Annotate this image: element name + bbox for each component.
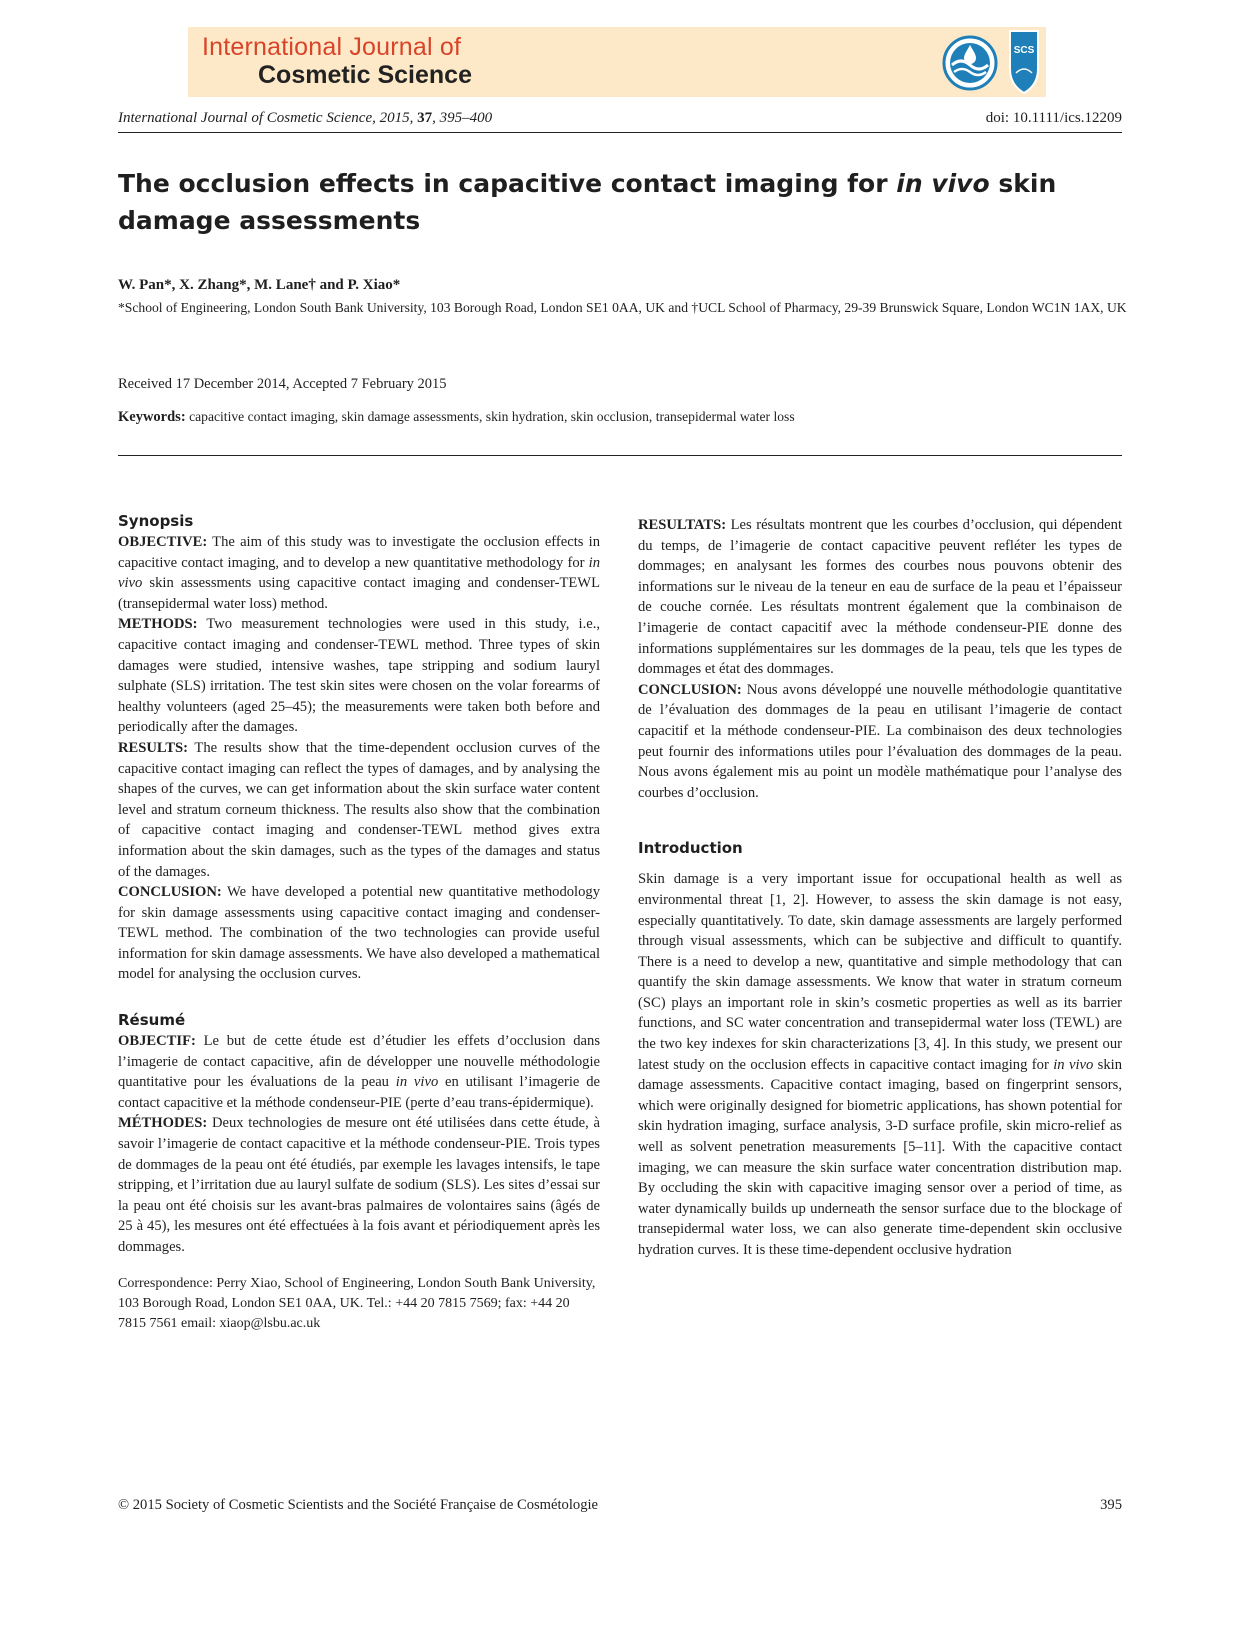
- article-title: The occlusion effects in capacitive contact imaging for in vivo skin damage assessments: [118, 169, 1057, 235]
- introduction-heading: Introduction: [638, 839, 743, 858]
- left-column: [118, 510, 600, 1334]
- synopsis-objective: OBJECTIVE: The aim of this study was to investigate the occlusion effects in capacitive contact imaging, and to develop a new quantitative methodology for in vivo skin assessments using capacitive contact imaging and condenser-TEWL (transepidermal water loss) method.: [118, 534, 601, 612]
- resume-objectif: OBJECTIF: Le but de cette étude est d’étudier les effets d’occlusion dans l’imagerie de contact capacitive, afin de développer une nouvelle méthodologie quantitative pour les évaluations de la peau in vivo en utilisant l’imagerie de contact capacitive et la méthode condenseur-PIE (perte d’eau trans-épidermique).: [118, 1033, 600, 1111]
- running-head: [118, 108, 1122, 133]
- correspondence: Correspondence: Perry Xiao, School of Engineering, London South Bank University, 103 Borough Road, London SE1 0AA, UK. Tel.: +44 20 7815 7569; fax: +44 20 7815 7561 email: xiaop@lsbu.ac.uk: [118, 1275, 596, 1331]
- resume-conclusion: CONCLUSION: Nous avons développé une nouvelle méthodologie quantitative de l’évaluation des dommages de la peau en utilisant l’imagerie de contact capacitif et la méthode condenseur-PIE. La combinaison des deux technologies peut fournir des informations utiles pour l’évaluation des dommages de la peau. Nous avons également mis au point un modèle mathématique pour l’analyse des courbes d’occlusion.: [638, 681, 1122, 801]
- keywords: Keywords: capacitive contact imaging, skin damage assessments, skin hydration, skin occlusion, transepidermal water loss: [118, 409, 795, 425]
- synopsis-results: RESULTS: The results show that the time-dependent occlusion curves of the capacitive contact imaging can reflect the types of damages, and by analysing the shapes of the curves, we can get information about the skin surface water content level and stratum corneum thickness. The results also show that the combination of capacitive contact imaging and condenser-TEWL method gives extra information about the skin damages, such as the types of the damages and status of the damages.: [118, 739, 600, 880]
- received-date: Received 17 December 2014, Accepted 7 February 2015: [118, 376, 447, 392]
- resume-methodes: MÉTHODES: Deux technologies de mesure ont été utilisées dans cette étude, à savoir l’imagerie de contact capacitive et la méthode condenseur-PIE. Trois types de dommages de la peau ont été étudiés, par exemple les lavages intensifs, le tape stripping, et l’irritation due au lauryl sulfate de sodium (SLS). Les sites d’essai sur la peau ont été choisis sur les avant-bras palmaires de volontaires sains (âgés de 25 à 45), les mesures ont été effectuées à la fois avant et périodiquement après les dommages.: [118, 1115, 600, 1255]
- scs-badge-text: SCS: [1013, 45, 1035, 56]
- introduction-text: Skin damage is a very important issue for occupational health as well as environmental threat [1, 2]. However, to assess the skin damage is not easy, especially quantitatively. To date, skin damage assessments are largely performed through visual assessments, which can be subjective and difficult to quantify. There is a need to develop a new, quantitative and simple methodology that can quantify the skin damage assessments. We know that water in stratum corneum (SC) plays an important role in skin’s cosmetic properties as well as its barrier functions, and SC water concentration and transepidermal water loss (TEWL) are the two key indexes for skin characterizations [3, 4]. In this study, we present our latest study on the occlusion effects in capacitive contact imaging for in vivo skin damage assessments. Capacitive contact imaging, based on fingerprint sensors, which were originally designed for biometric applications, has shown potential for skin hydration imaging, surface analysis, 3-D surface profile, skin micro-relief as well as solvent penetration measurements [5–11]. With the capacitive contact imaging, we can measure the skin surface water concentration distribution map. By occluding the skin with capacitive imaging sensor over a period of time, as water dynamically builds up underneath the sensor surface due to the blockage of transepidermal water loss, we can also generate time-dependent skin occlusive hydration curves. It is these time-dependent occlusive hydration: [638, 871, 1123, 1258]
- scs-shield-icon: [1008, 29, 1040, 95]
- page-footer: [118, 1497, 1122, 1514]
- journal-name-line2: Cosmetic Science: [258, 61, 472, 89]
- right-column: [638, 515, 1122, 1261]
- resume-heading: Résumé: [118, 1011, 186, 1030]
- resume-resultats: RESULTATS: Les résultats montrent que les courbes d’occlusion, qui dépendent du temps, de l’imagerie de contact capacitive peuvent refléter les types de dommages; en analysant les formes des courbes nous pouvons obtenir des informations sur le niveau de la teneur en eau de surface de la peau et l’épaisseur de couche cornée. Les résultats montrent également que la combinaison de l’imagerie de contact capacitif avec la méthode condenseur-PIE donne des informations supplémentaires sur les dommages de la peau, tels que les types de dommages et état des dommages.: [638, 517, 1122, 678]
- synopsis-conclusion: CONCLUSION: We have developed a potential new quantitative methodology for skin damage assessments using capacitive contact imaging and condenser-TEWL method. The combination of the two technologies can provide useful information for skin damage assessments. We have also developed a mathematical model for analysing the occlusion curves.: [118, 884, 600, 983]
- journal-name-line1: International Journal of: [202, 33, 462, 61]
- synopsis-heading: Synopsis: [118, 512, 194, 530]
- doi[interactable]: doi: 10.1111/ics.12209: [985, 110, 1122, 126]
- synopsis-methods: METHODS: Two measurement technologies were used in this study, i.e., capacitive contact imaging and condenser-TEWL method. Three types of skin damages were studied, intensive washes, tape stripping and sodium lauryl sulphate (SLS) irritation. The test skin sites were chosen on the volar forearms of healthy volunteers (aged 25–45); the measurements were taken both before and periodically after the damages.: [118, 616, 600, 736]
- header-divider: [118, 455, 1122, 456]
- page-number: 395: [1100, 1497, 1122, 1513]
- copyright: © 2015 Society of Cosmetic Scientists and the Société Française de Cosmétologie: [118, 1497, 599, 1513]
- journal-banner: [188, 27, 1046, 97]
- society-logo-icon: [942, 35, 998, 91]
- authors: W. Pan*, X. Zhang*, M. Lane† and P. Xiao*: [118, 277, 401, 293]
- citation: International Journal of Cosmetic Science, 2015, 37, 395–400: [118, 110, 493, 126]
- affiliation: *School of Engineering, London South Bank University, 103 Borough Road, London SE1 0AA, UK and †UCL School of Pharmacy, 29-39 Brunswick Square, London WC1N 1AX, UK: [118, 300, 1127, 315]
